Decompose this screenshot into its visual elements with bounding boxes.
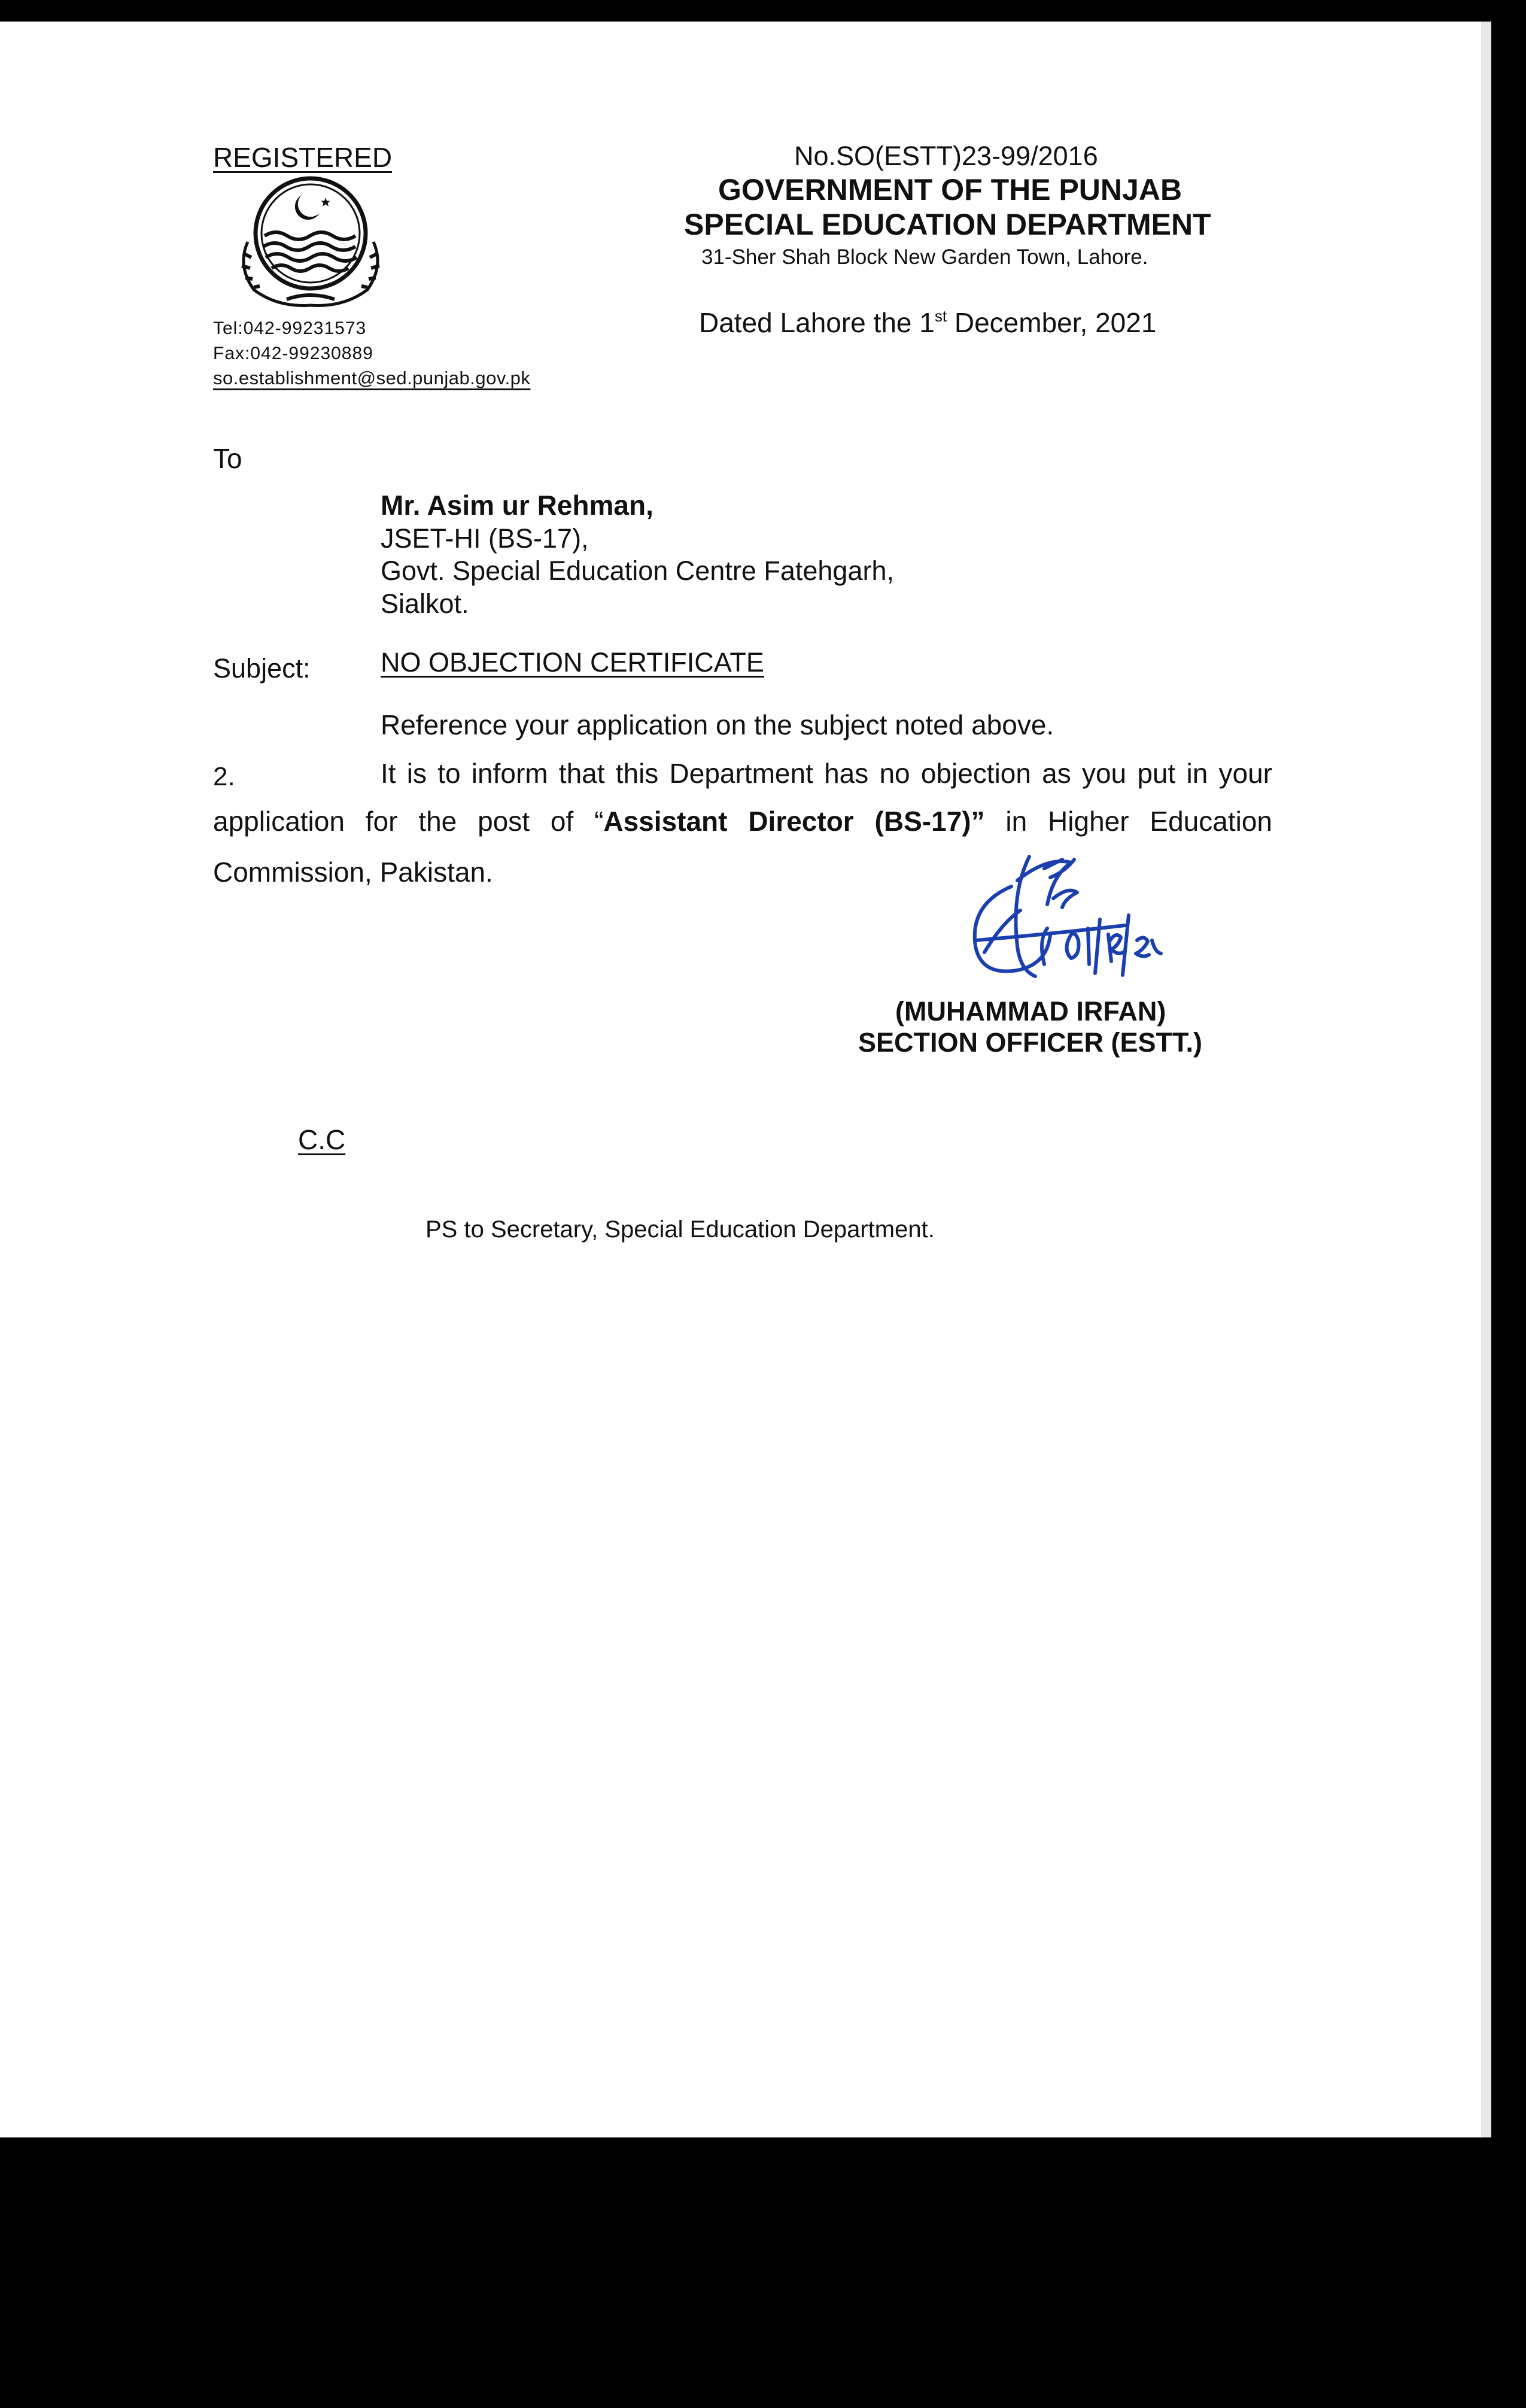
- file-number: No.SO(ESTT)23-99/2016: [794, 141, 1098, 171]
- paragraph-number: 2.: [213, 762, 235, 791]
- date-suffix: December, 2021: [947, 307, 1157, 338]
- body-paragraph-1: Reference your application on the subject noted above.: [381, 709, 1054, 740]
- page-edge-shadow: [1481, 22, 1491, 2137]
- to-label: To: [213, 443, 242, 474]
- post-organisation: in Higher Education: [984, 806, 1272, 837]
- date-ordinal: st: [934, 307, 947, 325]
- post-intro: application for the post of “: [213, 806, 604, 837]
- addressee-city: Sialkot.: [381, 588, 469, 619]
- addressee-name: Mr. Asim ur Rehman,: [381, 490, 653, 521]
- telephone-number: Tel:042-99231573: [213, 318, 367, 338]
- cc-label: C.C: [298, 1124, 346, 1155]
- government-name: GOVERNMENT OF THE PUNJAB: [718, 173, 1183, 207]
- department-name: SPECIAL EDUCATION DEPARTMENT: [684, 208, 1211, 241]
- addressee-designation: JSET-HI (BS-17),: [381, 523, 589, 554]
- letter-date: [699, 309, 1156, 336]
- letter-page: [0, 22, 1491, 2137]
- handwritten-signature-icon: [940, 845, 1191, 988]
- registered-label: REGISTERED: [213, 142, 393, 173]
- signatory-designation: SECTION OFFICER (ESTT.): [858, 1027, 1203, 1058]
- body-paragraph-2-line-2: [213, 807, 1272, 835]
- department-address: 31-Sher Shah Block New Garden Town, Lahore.: [701, 245, 1148, 269]
- subject-text: NO OBJECTION CERTIFICATE: [381, 647, 764, 678]
- subject-label: Subject:: [213, 653, 311, 684]
- date-prefix: Dated Lahore the 1: [699, 307, 935, 338]
- addressee-institution: Govt. Special Education Centre Fatehgarh,: [381, 555, 894, 586]
- contact-email: so.establishment@sed.punjab.gov.pk: [213, 368, 531, 388]
- body-paragraph-2-line-1: It is to inform that this Department has no objection as you put in your: [381, 758, 1272, 789]
- signatory-name: (MUHAMMAD IRFAN): [895, 996, 1166, 1027]
- post-title: Assistant Director (BS-17)”: [603, 806, 985, 837]
- body-paragraph-2-line-3: Commission, Pakistan.: [213, 857, 493, 888]
- fax-number: Fax:042-99230889: [213, 344, 373, 363]
- government-of-punjab-emblem-icon: [230, 176, 391, 310]
- cc-recipient: PS to Secretary, Special Education Department.: [425, 1216, 935, 1243]
